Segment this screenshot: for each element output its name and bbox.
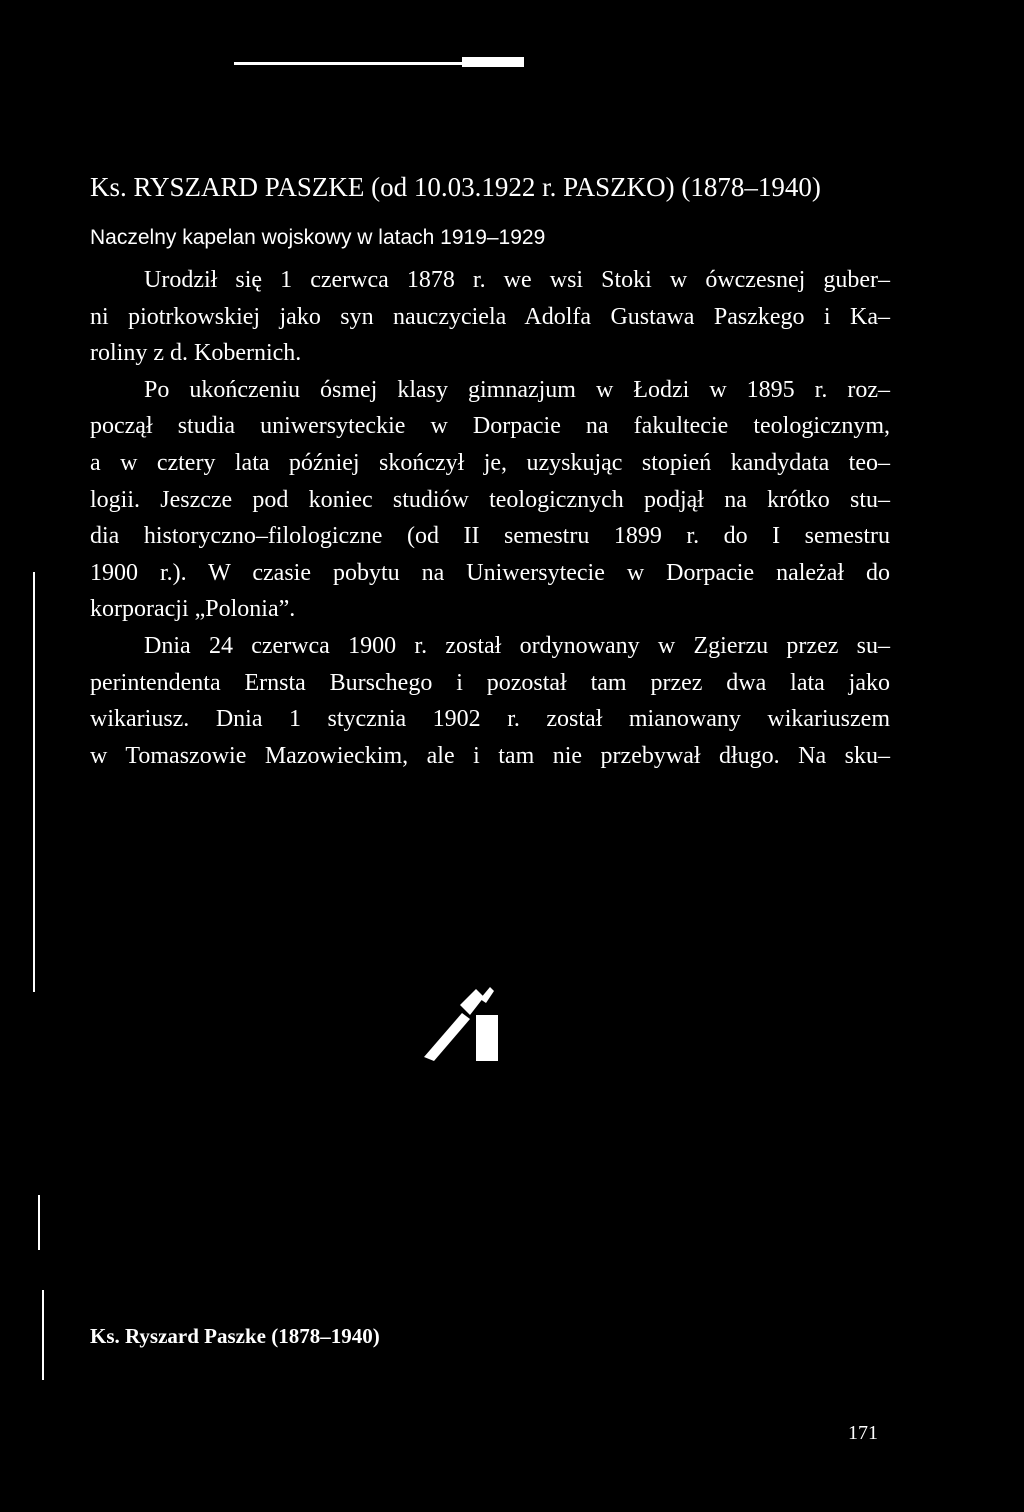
text-line: a w cztery lata później skończył je, uzyskując stopień kandydata teo– bbox=[90, 449, 890, 476]
text-line: perintendenta Ernsta Burschego i pozostał tam przez dwa lata jako bbox=[90, 669, 890, 696]
left-margin-bar bbox=[33, 572, 35, 992]
publisher-logo-icon bbox=[420, 985, 504, 1061]
photo-caption: Ks. Ryszard Paszke (1878–1940) bbox=[90, 1324, 380, 1348]
text-line: wikariusz. Dnia 1 stycznia 1902 r. został mianowany wikariuszem bbox=[90, 706, 890, 733]
left-margin-bar bbox=[42, 1290, 44, 1380]
text-line: począł studia uniwersyteckie w Dorpacie na fakultecie teologicznym, bbox=[90, 413, 890, 440]
left-margin-bar bbox=[38, 1195, 40, 1250]
page-number: 171 bbox=[848, 1422, 878, 1444]
top-rule-accent bbox=[462, 57, 524, 67]
text-line: roliny z d. Kobernich. bbox=[90, 340, 302, 367]
text-line: ni piotrkowskiej jako syn nauczyciela Adolfa Gustawa Paszkego i Ka– bbox=[90, 303, 890, 330]
text-line: dia historyczno–filologiczne (od II semestru 1899 r. do I semestru bbox=[90, 523, 890, 550]
text-line: w Tomaszowie Mazowieckim, ale i tam nie przebywał długo. Na sku– bbox=[90, 742, 890, 769]
text-line: Urodził się 1 czerwca 1878 r. we wsi Stoki w ówczesnej guber– bbox=[144, 267, 890, 293]
body-text bbox=[90, 262, 890, 774]
text-line: korporacji „Polonia”. bbox=[90, 596, 296, 623]
page-title: Ks. RYSZARD PASZKE (od 10.03.1922 r. PASZKO) (1878–1940) bbox=[90, 172, 821, 202]
text-line: logii. Jeszcze pod koniec studiów teologicznych podjął na krótko stu– bbox=[90, 486, 890, 513]
page-subtitle: Naczelny kapelan wojskowy w latach 1919–1929 bbox=[90, 226, 546, 249]
text-line: 1900 r.). W czasie pobytu na Uniwersytecie w Dorpacie należał do bbox=[90, 559, 890, 586]
text-line: Po ukończeniu ósmej klasy gimnazjum w Łodzi w 1895 r. roz– bbox=[144, 376, 890, 403]
text-line: Dnia 24 czerwca 1900 r. został ordynowany w Zgierzu przez su– bbox=[144, 632, 890, 659]
